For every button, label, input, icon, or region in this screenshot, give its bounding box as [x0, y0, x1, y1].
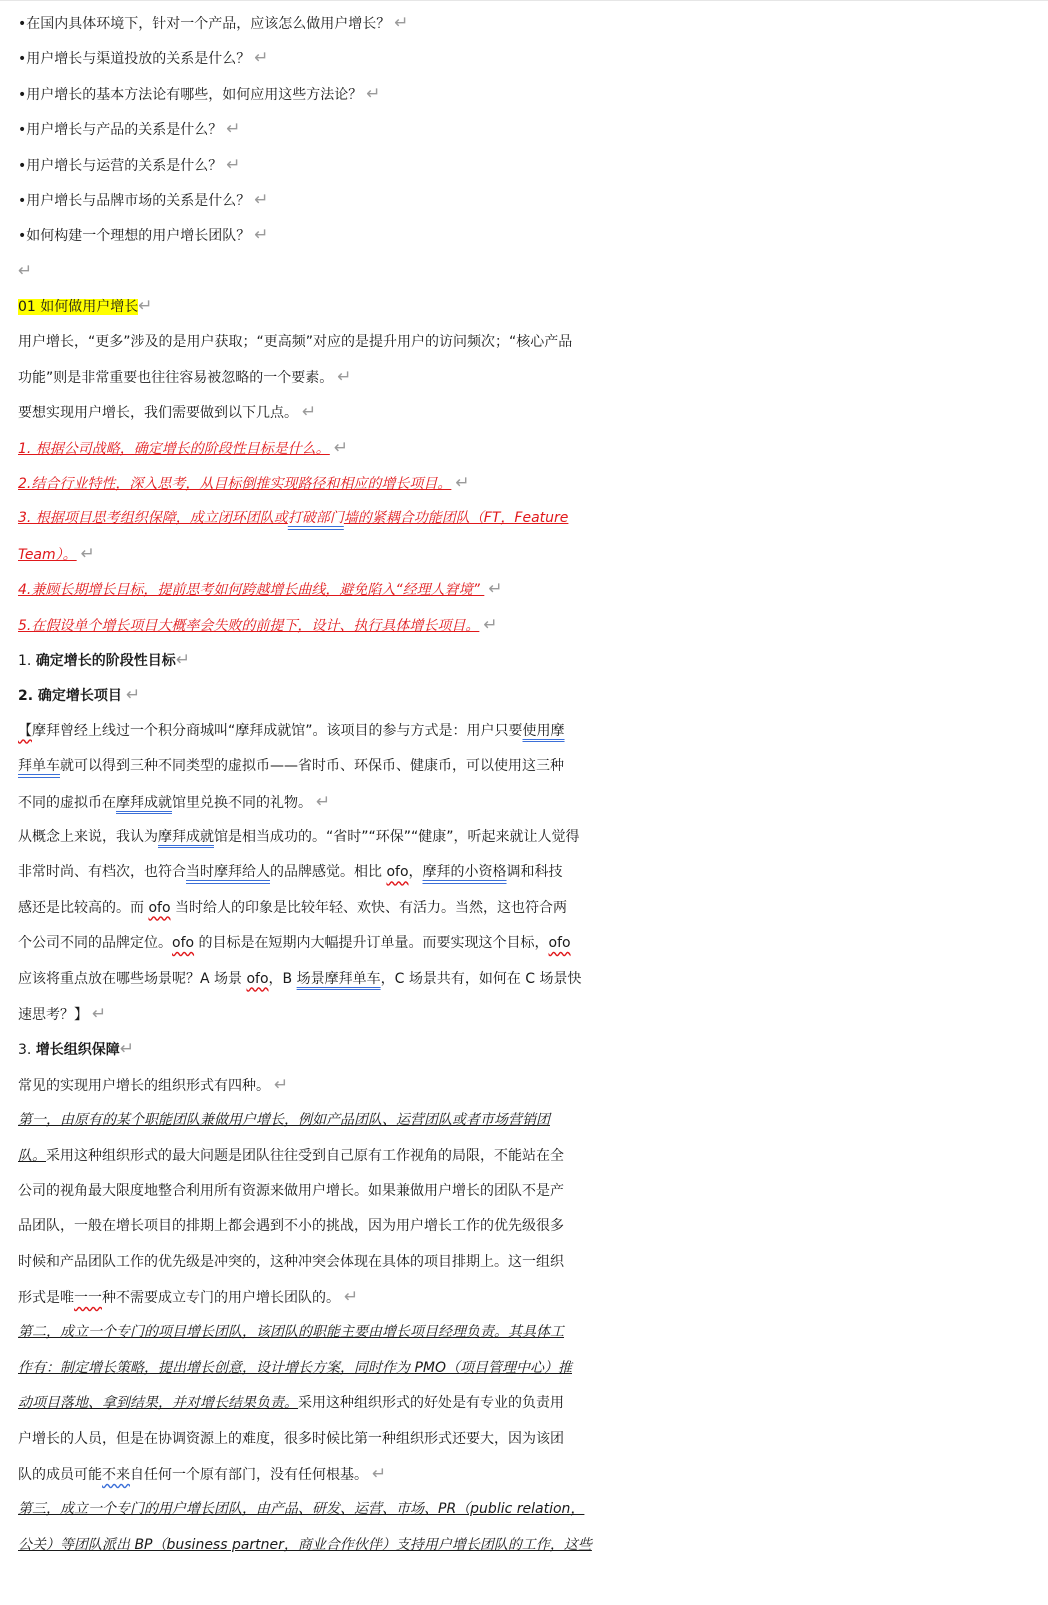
body-text: 拜单车就可以得到三种不同类型的虚拟币——省时币、环保币、健康币，可以使用这三种	[18, 758, 564, 775]
body-text: 功能”则是非常重要也往往容易被忽略的一个要素。 ↵	[18, 366, 352, 387]
question-item: •用户增长与运营的关系是什么？ ↵	[18, 154, 241, 175]
paragraph-mark-icon: ↵	[226, 119, 241, 140]
paragraph-mark-icon: ↵	[254, 189, 269, 210]
body-text: 第三，成立一个专门的用户增长团队，由产品、研发、运营、市场、PR（public relation，	[18, 1501, 585, 1518]
body-text: 【摩拜曾经上线过一个积分商城叫“摩拜成就馆”。该项目的参与方式是：用户只要使用摩	[18, 722, 565, 739]
paragraph-mark-icon: ↵	[344, 1287, 359, 1308]
paragraph-mark-icon: ↵	[337, 366, 352, 387]
body-text: 时候和产品团队工作的优先级是冲突的，这种冲突会体现在具体的项目排期上。这一组织	[18, 1253, 564, 1270]
body-text: 个公司不同的品牌定位。ofo 的目标是在短期内大幅提升订单量。而要实现这个目标，ofo	[18, 935, 571, 952]
section-heading	[18, 289, 1030, 324]
page-top-border	[0, 0, 1048, 1]
body-text: 品团队，一般在增长项目的排期上都会遇到不小的挑战，因为用户增长工作的优先级很多	[18, 1218, 564, 1235]
empty-paragraph	[18, 254, 1030, 289]
body-text: 动项目落地、拿到结果，并对增长结果负责。采用这种组织形式的好处是有专业的负责用	[18, 1395, 564, 1412]
paragraph-mark-icon: ↵	[394, 13, 409, 33]
paragraph-mark-icon: ↵	[226, 154, 241, 175]
body-text: 队的成员可能不来自任何一个原有部门，没有任何根基。 ↵	[18, 1464, 387, 1485]
body-text: 常见的实现用户增长的组织形式有四种。 ↵	[18, 1074, 289, 1095]
key-point: 4.兼顾长期增长目标，提前思考如何跨越增长曲线，避免陷入“经理人窘境” ↵	[18, 579, 503, 600]
paragraph-mark-icon: ↵	[333, 437, 349, 458]
key-point: 5.在假设单个增长项目大概率会失败的前提下，设计、执行具体增长项目。 ↵	[18, 614, 498, 635]
paragraph-mark-icon: ↵	[372, 1464, 387, 1485]
question-item: •用户增长与产品的关系是什么？ ↵	[18, 119, 241, 140]
paragraph-mark-icon: ↵	[80, 543, 95, 564]
step-heading: 3. 增长组织保障↵	[18, 1039, 135, 1060]
body-text: 应该将重点放在哪些场景呢？A 场景 ofo，B 场景摩拜单车，C 场景共有，如何在 C 场景快	[18, 970, 582, 987]
paragraph-mark-icon: ↵	[254, 225, 269, 246]
paragraph-mark-icon: ↵	[455, 473, 470, 494]
step-heading: 1. 确定增长的阶段性目标↵	[18, 650, 191, 671]
question-item: •用户增长的基本方法论有哪些，如何应用这些方法论？ ↵	[18, 83, 381, 104]
paragraph-mark-icon: ↵	[302, 402, 317, 423]
body-text: 户增长的人员，但是在协调资源上的难度，很多时候比第一种组织形式还要大，因为该团	[18, 1430, 564, 1447]
body-text: 形式是唯一一种不需要成立专门的用户增长团队的。 ↵	[18, 1287, 359, 1308]
highlighted-heading: 01 如何做用户增长	[18, 299, 139, 316]
body-text: 不同的虚拟币在摩拜成就馆里兑换不同的礼物。 ↵	[18, 791, 331, 812]
body-text: 感还是比较高的。而 ofo 当时给人的印象是比较年轻、欢快、有活力。当然，这也符合两	[18, 899, 567, 916]
key-point: Team）。 ↵	[18, 543, 95, 564]
question-item: •在国内具体环境下，针对一个产品，应该怎么做用户增长？ ↵	[18, 13, 409, 33]
key-point: 1. 根据公司战略，确定增长的阶段性目标是什么。 ↵	[18, 437, 349, 458]
body-text: 作有：制定增长策略，提出增长创意，设计增长方案，同时作为 PMO（项目管理中心）推	[18, 1359, 572, 1376]
paragraph-mark-icon: ↵	[483, 614, 498, 635]
paragraph-mark-icon: ↵	[274, 1074, 289, 1095]
question-item: •如何构建一个理想的用户增长团队？ ↵	[18, 225, 269, 246]
paragraph-mark-icon: ↵	[125, 685, 141, 706]
body-text: 从概念上来说，我认为摩拜成就馆是相当成功的。“省时”“环保”“健康”，听起来就让人觉得	[18, 828, 580, 845]
paragraph-mark-icon: ↵	[138, 296, 153, 317]
paragraph-mark-icon: ↵	[18, 260, 33, 281]
body-text: 第二，成立一个专门的项目增长团队，该团队的职能主要由增长项目经理负责。其具体工	[18, 1324, 564, 1341]
paragraph-mark-icon: ↵	[316, 791, 331, 812]
key-point: 3. 根据项目思考组织保障，成立闭环团队或打破部门墙的紧耦合功能团队（FT，Feature	[18, 510, 569, 527]
paragraph-mark-icon: ↵	[92, 1003, 107, 1024]
paragraph-mark-icon: ↵	[254, 48, 269, 69]
body-text: 速思考？】 ↵	[18, 1003, 107, 1024]
body-text: 队。采用这种组织形式的最大问题是团队往往受到自己原有工作视角的局限，不能站在全	[18, 1147, 564, 1164]
body-text: 第一，由原有的某个职能团队兼做用户增长，例如产品团队、运营团队或者市场营销团	[18, 1112, 550, 1129]
key-point: 2.结合行业特性，深入思考，从目标倒推实现路径和相应的增长项目。 ↵	[18, 473, 470, 494]
question-item: •用户增长与渠道投放的关系是什么？ ↵	[18, 48, 269, 69]
body-text: 非常时尚、有档次，也符合当时摩拜给人的品牌感觉。相比 ofo，摩拜的小资格调和科技	[18, 864, 563, 881]
paragraph-mark-icon: ↵	[119, 1039, 135, 1060]
paragraph-mark-icon: ↵	[488, 579, 503, 600]
body-text: 要想实现用户增长，我们需要做到以下几点。 ↵	[18, 402, 317, 423]
document-body	[18, 6, 1030, 1563]
paragraph-mark-icon: ↵	[175, 650, 191, 671]
body-text: 用户增长，“更多”涉及的是用户获取；“更高频”对应的是提升用户的访问频次；“核心产品	[18, 333, 573, 350]
body-text: 公关）等团队派出 BP（business partner，商业合作伙伴）支持用户增长团队的工作，这些	[18, 1536, 592, 1553]
question-item: •用户增长与品牌市场的关系是什么？ ↵	[18, 189, 269, 210]
body-text: 公司的视角最大限度地整合利用所有资源来做用户增长。如果兼做用户增长的团队不是产	[18, 1182, 564, 1199]
paragraph-mark-icon: ↵	[366, 83, 381, 104]
step-heading: 2. 确定增长项目 ↵	[18, 685, 141, 706]
